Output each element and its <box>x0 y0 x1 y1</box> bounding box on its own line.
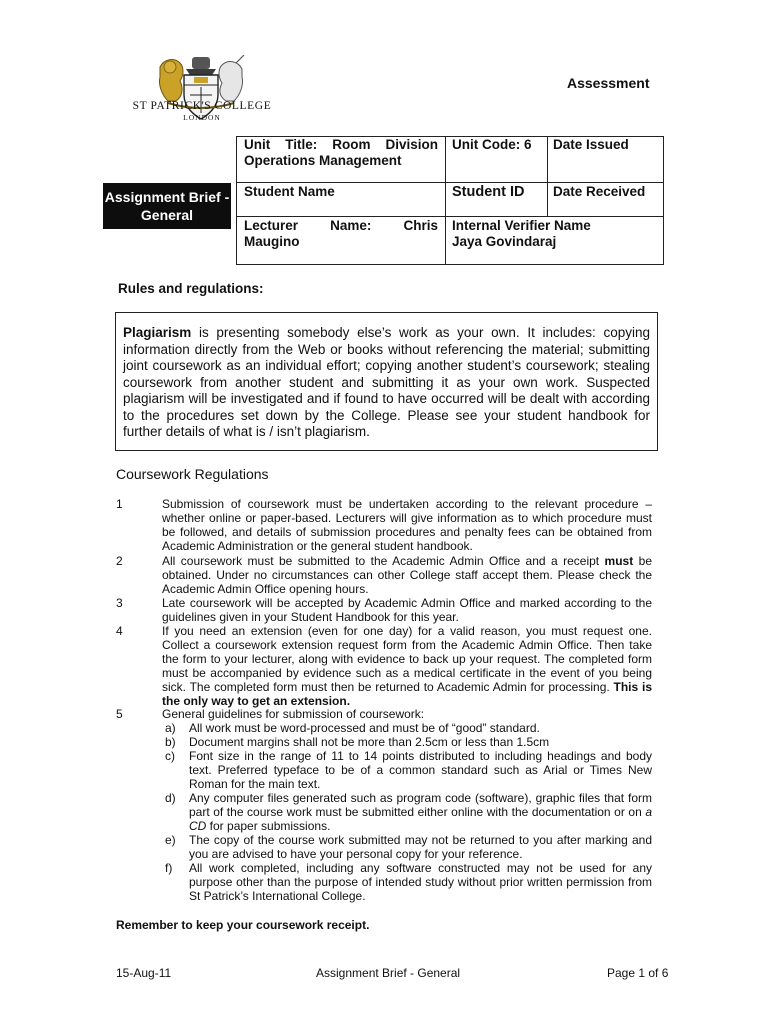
remember-receipt-note: Remember to keep your coursework receipt. <box>116 918 370 932</box>
guideline-text: All work completed, including any software constructed may not be used for any purpose other than the purpose of intended study without prior written permission from St Patrick’s International College. <box>189 861 652 903</box>
regulation-number: 2 <box>116 554 123 568</box>
footer-title: Assignment Brief - General <box>316 966 461 980</box>
regulation-number: 4 <box>116 624 123 638</box>
date-received-label: Date Received <box>553 184 646 199</box>
college-name: ST PATRICK'S COLLEGE <box>132 100 272 112</box>
guideline-letter: d) <box>165 791 176 805</box>
internal-verifier-name: Jaya Govindaraj <box>452 234 557 249</box>
plagiarism-term: Plagiarism <box>123 325 192 340</box>
student-id-label: Student ID <box>452 184 525 200</box>
date-issued-label: Date Issued <box>553 137 629 152</box>
lecturer-name: Lecturer Name: Chris Maugino <box>244 218 438 249</box>
guideline-letter: e) <box>165 833 176 847</box>
coursework-heading: Coursework Regulations <box>116 466 269 482</box>
guideline-text: Font size in the range of 11 to 14 points distributed to including headings and body text. Preferred typeface to be of a common standard such as Arial or Times New Roman for the main text. <box>189 749 652 791</box>
regulation-text: If you need an extension (even for one day) for a valid reason, you must request one. Collect a coursework extension request form from the Academic Admin Office. Then take the form to your lecturer, along with evidence to back up your request. The completed form must be accompanied by evidence such as a medical certificate in the event of you being sick. The completed form must then be returned to Academic Admin for processing. This is the only way to get an extension. <box>162 624 653 708</box>
college-city: LONDON <box>183 113 221 122</box>
unit-code: Unit Code: 6 <box>452 137 532 152</box>
footer-page-number: Page 1 of 6 <box>607 966 669 980</box>
regulation-text: Submission of coursework must be undertaken according to the relevant procedure – whether online or paper-based. Lecturers will give information as to which procedure must be followed, and details of submission procedures and penalty fees can be obtained from Academic Administration or the general student handbook. <box>162 497 652 553</box>
guideline-letter: f) <box>165 861 173 875</box>
guideline-text: Document margins shall not be more than 2.5cm or less than 1.5cm <box>189 735 550 749</box>
regulation-text: Late coursework will be accepted by Academic Admin Office and marked according to the guidelines given in your Student Handbook for this year. <box>162 596 652 624</box>
guideline-letter: b) <box>165 735 176 749</box>
footer-date: 15-Aug-11 <box>116 966 172 980</box>
internal-verifier-label: Internal Verifier Name <box>452 218 591 233</box>
regulation-text: All coursework must be submitted to the Academic Admin Office and a receipt must be obtained. Under no circumstances can other College staff accept them. Please check the Academic Admin Office opening hours. <box>162 554 652 596</box>
regulation-number: 1 <box>116 497 123 511</box>
guideline-text: The copy of the course work submitted may not be returned to you after marking and you are advised to have your personal copy for your reference. <box>189 833 652 861</box>
guideline-text: All work must be word-processed and must be of “good” standard. <box>189 721 540 735</box>
student-name-label: Student Name <box>244 184 335 199</box>
unit-info-table <box>236 136 664 265</box>
guideline-letter: c) <box>165 749 175 763</box>
regulation-number: 5 <box>116 707 123 721</box>
assignment-brief-label: Assignment Brief - General <box>103 183 231 229</box>
unit-title: Unit Title: Room Division Operations Management <box>244 137 438 168</box>
plagiarism-text: is presenting somebody else’s work as your own. It includes: copying information directly from the Web or books without referencing the material; submitting joint coursework as an individual effort; copying another student’s coursework; stealing coursework from another student and submitting it as your own work. Suspected plagiarism will be investigated and if found to have occurred will be dealt with according to the procedures set down by the College. Please see your student handbook for further details of what is / isn’t plagiarism. <box>123 325 650 439</box>
rules-heading: Rules and regulations: <box>118 281 264 296</box>
regulation-text: General guidelines for submission of coursework: <box>162 707 425 721</box>
page-title: Assessment <box>567 75 650 91</box>
guideline-letter: a) <box>165 721 176 735</box>
plagiarism-box <box>115 312 658 451</box>
guideline-text: Any computer files generated such as program code (software), graphic files that form part of the course work must be submitted either online with the documentation or on a CD for paper submissions. <box>189 791 652 833</box>
regulation-number: 3 <box>116 596 123 610</box>
